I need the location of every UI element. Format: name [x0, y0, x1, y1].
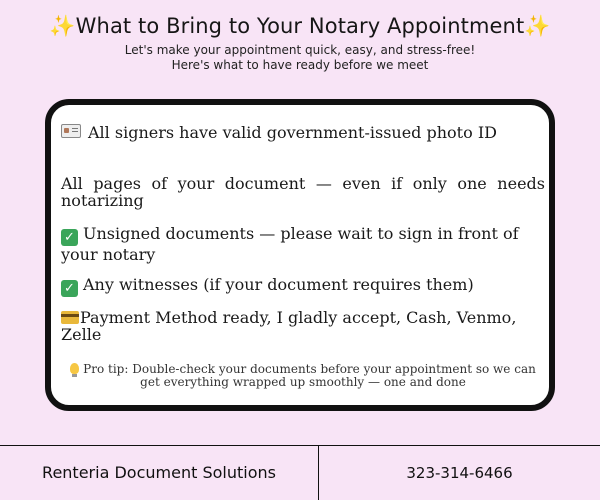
light-bulb-icon [70, 363, 79, 374]
checklist-item-text: Unsigned documents — please wait to sign in front of your notary [61, 224, 519, 264]
sparkle-icon: ✨ [524, 14, 551, 38]
phone-number: 323-314-6466 [406, 464, 513, 482]
checklist-item-unsigned [61, 225, 545, 263]
pro-tip-text: Pro tip: Double-check your documents before your appointment so we can get everything wrapped up smoothly — one and done [83, 362, 536, 389]
sparkle-icon: ✨ [49, 14, 76, 38]
check-mark-icon: ✓ [61, 280, 78, 297]
checklist-item-text: Any witnesses (if your document requires them) [83, 275, 474, 294]
checklist-item-payment [61, 309, 545, 343]
business-name: Renteria Document Solutions [42, 463, 276, 482]
page-title [0, 14, 600, 39]
checklist-item-text: Payment Method ready, I gladly accept, Cash, Venmo, Zelle [61, 308, 517, 344]
id-card-icon [61, 124, 81, 138]
checklist-item-all-pages [61, 175, 545, 209]
checklist-item-witnesses [61, 276, 545, 297]
checklist-item-text: All signers have valid government-issued photo ID [88, 123, 497, 142]
pro-tip [61, 363, 545, 389]
checklist-card [45, 99, 555, 411]
checklist-item-photo-id [61, 124, 545, 141]
subtitle-line-1: Let's make your appointment quick, easy, and stress-free! [124, 43, 476, 57]
header [0, 14, 600, 73]
subtitle-line-2: Here's what to have ready before we meet [171, 58, 429, 72]
check-mark-icon: ✓ [61, 229, 78, 246]
title-text: What to Bring to Your Notary Appointment [75, 14, 525, 38]
subtitle [0, 43, 600, 73]
credit-card-icon [61, 311, 79, 324]
checklist-item-text: All pages of your document — even if only one needs notarizing [61, 174, 545, 210]
